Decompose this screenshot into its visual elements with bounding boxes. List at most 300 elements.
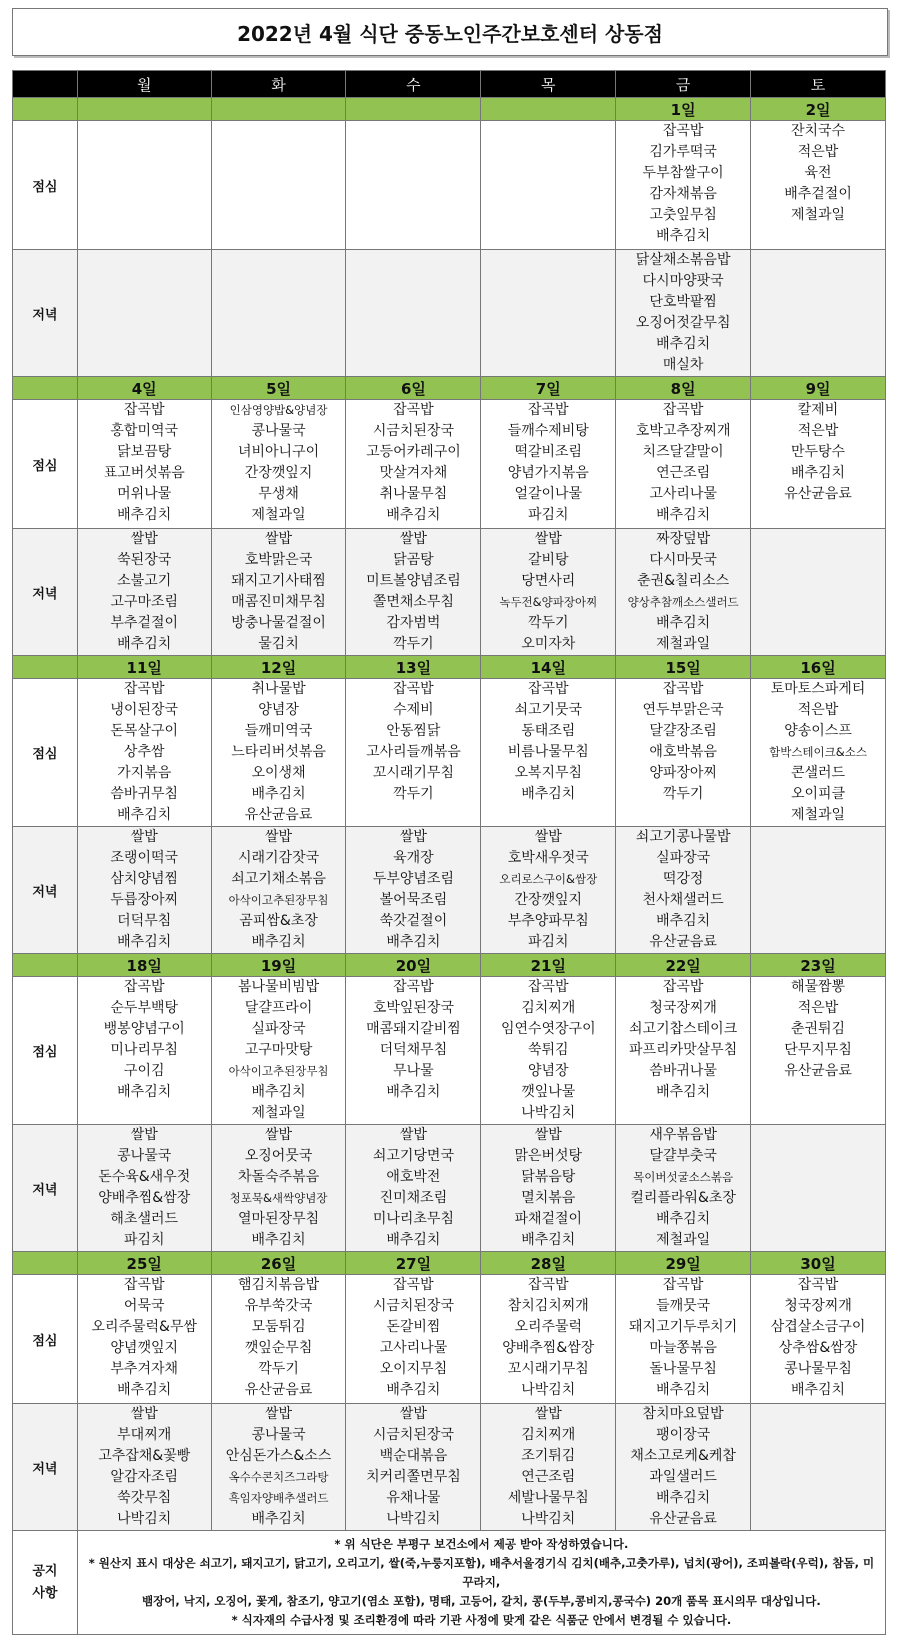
dinner-label: 저녁 [13, 827, 78, 954]
menu-item: 머위나물 [117, 486, 172, 502]
menu-item: 곰피쌈&초장 [239, 913, 318, 929]
dinner-menu-cell [211, 529, 346, 656]
menu-item: 오리주물럭&무쌈 [91, 1319, 198, 1335]
dinner-menu-cell [346, 827, 481, 954]
menu-item: 취나물밥 [251, 681, 306, 697]
dinner-menu-cell [481, 529, 616, 656]
menu-item: 오이피클 [790, 786, 846, 802]
menu-item: 들깨뭇국 [656, 1298, 711, 1314]
date-cell: 28일 [481, 1252, 616, 1275]
lunch-menu-cell [346, 400, 481, 529]
menu-item: 팽이장국 [656, 1427, 711, 1443]
menu-item: 다시마양팟국 [642, 273, 724, 289]
menu-item: 배추김치 [386, 1084, 441, 1100]
menu-item: 콩나물국 [251, 1427, 306, 1443]
menu-item: 제철과일 [790, 207, 846, 223]
menu-item: 적은밥 [797, 702, 839, 718]
dinner-row [13, 250, 886, 377]
lunch-menu-cell [77, 679, 211, 827]
menu-item: 고구마조림 [110, 594, 179, 610]
menu-item: 새우볶음밥 [649, 1127, 717, 1143]
menu-item: 부추양파무침 [507, 913, 589, 929]
menu-item: 순두부백탕 [110, 1000, 179, 1016]
lunch-menu-cell [751, 400, 886, 529]
date-row-label [13, 656, 78, 679]
date-cell: 18일 [77, 954, 211, 977]
menu-item: 씀바귀나물 [649, 1063, 717, 1079]
menu-item: 고사리나물 [379, 1340, 448, 1356]
menu-item: 달걀프라이 [244, 1000, 313, 1016]
menu-item: 매실차 [662, 357, 704, 373]
menu-item: 깻잎순무침 [244, 1340, 313, 1356]
menu-item: 유산균음료 [784, 1063, 852, 1079]
dinner-label: 저녁 [13, 250, 78, 377]
date-cell: 6일 [346, 377, 481, 400]
menu-item: 칼제비 [797, 402, 839, 418]
dinner-menu-cell [616, 827, 751, 954]
menu-item: 제철과일 [656, 1232, 711, 1248]
menu-item: 얼갈이나물 [514, 486, 583, 502]
notice-text [77, 1531, 885, 1635]
menu-item: 만두탕수 [790, 444, 846, 460]
menu-item: 유산균음료 [244, 807, 313, 823]
menu-item: 꼬시래기무침 [507, 1361, 589, 1377]
dinner-menu-cell [346, 1125, 481, 1252]
date-cell: 20일 [346, 954, 481, 977]
menu-item: 상추쌈&쌈장 [778, 1340, 858, 1356]
menu-item: 파김치 [527, 934, 569, 950]
menu-item: 깻잎나물 [521, 1084, 576, 1100]
date-cell: 29일 [616, 1252, 751, 1275]
lunch-menu-cell [751, 1275, 886, 1404]
lunch-label: 점심 [13, 121, 78, 250]
dinner-menu-cell [77, 1125, 211, 1252]
menu-item: 제철과일 [251, 507, 306, 523]
menu-item: 제철과일 [790, 807, 846, 823]
dinner-menu-cell [481, 1125, 616, 1252]
menu-item: 두부참쌀구이 [642, 165, 724, 181]
menu-item: 오이생채 [251, 765, 306, 781]
menu-item: 양파장아찌 [649, 765, 717, 781]
menu-item: 쌀밥 [130, 1406, 158, 1422]
menu-item: 잡곡밥 [393, 1277, 434, 1293]
notice-line: 뱀장어, 낙지, 오징어, 꽃게, 참조기, 양고기(염소 포함), 명태, 고등어, 갈치, 콩(두부,콩비지,콩국수) 20개 품목 표시의무 대상입니다. [142, 1594, 821, 1608]
lunch-row [13, 121, 886, 250]
menu-item: 부추겨자채 [110, 1361, 179, 1377]
menu-item: 해물짬뽕 [790, 979, 846, 995]
menu-item: 목이버섯굴소스볶음 [633, 1170, 734, 1184]
dinner-menu-cell [211, 827, 346, 954]
menu-item: 잡곡밥 [527, 402, 569, 418]
dinner-row [13, 1404, 886, 1531]
menu-item: 잡곡밥 [662, 1277, 704, 1293]
dinner-menu-cell [616, 1404, 751, 1531]
menu-item: 구이김 [123, 1063, 165, 1079]
menu-item: 단무지무침 [784, 1042, 852, 1058]
menu-item: 미나리무침 [110, 1042, 179, 1058]
dinner-menu-cell [751, 529, 886, 656]
menu-item: 간장깻잎지 [244, 465, 313, 481]
menu-item: 참치마요덮밥 [642, 1406, 724, 1422]
menu-item: 물김치 [258, 636, 299, 652]
menu-item: 무나물 [393, 1063, 434, 1079]
menu-item: 애호박전 [386, 1169, 441, 1185]
lunch-label: 점심 [13, 977, 78, 1125]
menu-item: 배추김치 [251, 1511, 306, 1527]
menu-item: 양념장 [258, 702, 299, 718]
menu-item: 간장깻잎지 [514, 892, 583, 908]
menu-item: 가지볶음 [117, 765, 172, 781]
menu-item: 양념깻잎지 [110, 1340, 179, 1356]
date-row-label [13, 98, 78, 121]
menu-item: 쌀밥 [399, 829, 427, 845]
date-row [13, 377, 886, 400]
lunch-menu-cell [616, 679, 751, 827]
menu-item: 깍두기 [393, 786, 434, 802]
menu-item: 더덕무침 [117, 913, 172, 929]
menu-item: 봄나물비빔밥 [237, 979, 320, 995]
dinner-menu-cell [77, 529, 211, 656]
dinner-menu-cell [346, 1404, 481, 1531]
menu-item: 진미채조림 [379, 1190, 448, 1206]
menu-item: 연근조림 [656, 465, 711, 481]
menu-item: 배추김치 [251, 934, 306, 950]
date-cell: 25일 [77, 1252, 211, 1275]
notice-label [13, 1531, 78, 1635]
day-header: 월 [77, 71, 211, 98]
menu-item: 배추김치 [521, 786, 576, 802]
lunch-menu-cell [346, 121, 481, 250]
menu-item: 쌀밥 [399, 1127, 427, 1143]
menu-item: 오리주물럭 [514, 1319, 583, 1335]
menu-item: 배추김치 [386, 1382, 441, 1398]
dinner-menu-cell [751, 827, 886, 954]
menu-item: 콩나물국 [117, 1148, 172, 1164]
lunch-menu-cell [616, 400, 751, 529]
menu-item: 쌀밥 [534, 1127, 562, 1143]
menu-item: 임연수엿장구이 [500, 1021, 596, 1037]
lunch-menu-cell [751, 121, 886, 250]
menu-item: 배추김치 [117, 1084, 172, 1100]
date-cell [346, 98, 481, 121]
notice-label-line: 공지 [32, 1563, 58, 1579]
menu-item: 김치찌개 [521, 1427, 576, 1443]
date-cell [481, 98, 616, 121]
menu-item: 돼지고기사태찜 [231, 573, 326, 589]
menu-item: 유채나물 [386, 1490, 441, 1506]
date-cell [77, 98, 211, 121]
menu-item: 안동찜닭 [386, 723, 441, 739]
menu-item: 배추김치 [656, 615, 711, 631]
notice-line: * 식자재의 수급사정 및 조리환경에 따라 기관 사정에 맞게 같은 식품군 안에서 변경될 수 있습니다. [231, 1613, 732, 1627]
date-cell: 14일 [481, 656, 616, 679]
menu-item: 배추김치 [521, 1232, 576, 1248]
day-header: 토 [751, 71, 886, 98]
menu-item: 방충나물겉절이 [231, 615, 326, 631]
menu-item: 유산균음료 [784, 486, 852, 502]
menu-item: 녹두전&양파장아찌 [499, 595, 598, 609]
date-cell: 7일 [481, 377, 616, 400]
date-cell: 19일 [211, 954, 346, 977]
lunch-row [13, 1275, 886, 1404]
menu-item: 오복지무침 [514, 765, 583, 781]
menu-item: 쌀밥 [265, 531, 293, 547]
menu-item: 매콤돼지갈비찜 [366, 1021, 461, 1037]
menu-item: 청국장찌개 [784, 1298, 852, 1314]
menu-item: 배추김치 [117, 636, 172, 652]
menu-item: 오이지무침 [379, 1361, 448, 1377]
menu-item: 소불고기 [117, 573, 172, 589]
menu-item: 연두부맑은국 [642, 702, 724, 718]
date-cell: 11일 [77, 656, 211, 679]
dinner-row [13, 1125, 886, 1252]
menu-item: 부추겉절이 [110, 615, 179, 631]
menu-item: 쌀밥 [130, 531, 158, 547]
menu-item: 해초샐러드 [110, 1211, 179, 1227]
menu-item: 제철과일 [656, 636, 711, 652]
menu-item: 동태조림 [521, 723, 576, 739]
menu-item: 콩나물무침 [784, 1361, 852, 1377]
menu-item: 오미자차 [521, 636, 576, 652]
lunch-row [13, 400, 886, 529]
menu-item: 배추겉절이 [784, 186, 852, 202]
menu-item: 느타리버섯볶음 [231, 744, 326, 760]
date-cell: 16일 [751, 656, 886, 679]
menu-item: 고구마맛탕 [244, 1042, 313, 1058]
lunch-menu-cell [77, 400, 211, 529]
dinner-menu-cell [481, 827, 616, 954]
menu-item: 조랭이떡국 [110, 850, 179, 866]
menu-item: 떡갈비조림 [514, 444, 583, 460]
menu-item: 미나리초무침 [372, 1211, 454, 1227]
menu-item: 깍두기 [258, 1361, 299, 1377]
dinner-menu-cell [211, 1404, 346, 1531]
menu-item: 홍합미역국 [110, 423, 179, 439]
menu-item: 감자채볶음 [649, 186, 717, 202]
dinner-row [13, 827, 886, 954]
meal-plan-table [12, 70, 886, 1635]
menu-item: 잡곡밥 [123, 1277, 165, 1293]
corner-cell [13, 71, 78, 98]
menu-item: 치커리쫄면무침 [366, 1469, 461, 1485]
date-cell: 26일 [211, 1252, 346, 1275]
lunch-menu-cell [211, 977, 346, 1125]
menu-item: 실파장국 [251, 1021, 306, 1037]
dinner-menu-cell [346, 250, 481, 377]
menu-item: 실파장국 [656, 850, 711, 866]
dinner-label: 저녁 [13, 1404, 78, 1531]
menu-item: 나박김치 [386, 1511, 441, 1527]
menu-item: 오리로스구이&쌈장 [499, 872, 598, 886]
menu-item: 단호박팥찜 [649, 294, 717, 310]
date-row [13, 98, 886, 121]
dinner-menu-cell [616, 250, 751, 377]
menu-item: 닭살채소볶음밥 [635, 252, 731, 268]
dinner-menu-cell [751, 1404, 886, 1531]
menu-item: 짜장덮밥 [656, 531, 711, 547]
menu-item: 녀비아니구이 [237, 444, 320, 460]
menu-item: 컬리플라워&초장 [630, 1190, 736, 1206]
menu-item: 수제비 [393, 702, 434, 718]
menu-item: 치즈달걀말이 [642, 444, 724, 460]
menu-item: 배추김치 [790, 465, 846, 481]
menu-item: 어묵국 [123, 1298, 165, 1314]
date-row [13, 954, 886, 977]
menu-item: 갈비탕 [527, 552, 569, 568]
menu-item: 잡곡밥 [393, 681, 434, 697]
menu-item: 나박김치 [521, 1382, 576, 1398]
menu-item: 뱅봉양념구이 [103, 1021, 185, 1037]
menu-item: 파김치 [527, 507, 569, 523]
date-cell: 22일 [616, 954, 751, 977]
menu-item: 냉이된장국 [110, 702, 179, 718]
notice-row [13, 1531, 886, 1635]
menu-item: 배추김치 [656, 228, 711, 244]
menu-item: 매콤진미채무침 [231, 594, 326, 610]
menu-item: 쌀밥 [399, 531, 427, 547]
menu-item: 두부양념조림 [372, 871, 454, 887]
menu-item: 닭볶음탕 [521, 1169, 576, 1185]
menu-item: 깍두기 [662, 786, 704, 802]
date-cell: 9일 [751, 377, 886, 400]
menu-item: 호박잎된장국 [372, 1000, 454, 1016]
menu-item: 쇠고기뭇국 [514, 702, 583, 718]
menu-item: 배추김치 [251, 786, 306, 802]
menu-item: 더덕채무침 [379, 1042, 448, 1058]
lunch-menu-cell [751, 977, 886, 1125]
menu-item: 알감자조림 [110, 1469, 179, 1485]
menu-item: 파프리카맛살무침 [629, 1042, 738, 1058]
dinner-menu-cell [481, 250, 616, 377]
date-cell: 21일 [481, 954, 616, 977]
date-cell: 4일 [77, 377, 211, 400]
menu-item: 꼬시래기무침 [372, 765, 454, 781]
menu-item: 유산균음료 [649, 934, 717, 950]
menu-item: 들깨미역국 [244, 723, 313, 739]
menu-item: 돈수육&새우젓 [98, 1169, 191, 1185]
menu-item: 쇠고기콩나물밥 [635, 829, 731, 845]
menu-item: 쇠고기찹스테이크 [629, 1021, 738, 1037]
menu-item: 양배추찜&쌈장 [502, 1340, 595, 1356]
menu-item: 인삼영양밥&양념장 [229, 403, 328, 417]
date-cell: 30일 [751, 1252, 886, 1275]
menu-item: 양상추참깨소스샐러드 [627, 595, 739, 609]
menu-item: 쌀밥 [265, 1127, 293, 1143]
menu-item: 감자범벅 [386, 615, 441, 631]
lunch-label: 점심 [13, 679, 78, 827]
dinner-menu-cell [751, 1125, 886, 1252]
menu-item: 쌀밥 [130, 1127, 158, 1143]
menu-item: 배추김치 [117, 1382, 172, 1398]
menu-item: 애호박볶음 [649, 744, 717, 760]
dinner-label: 저녁 [13, 1125, 78, 1252]
menu-item: 잡곡밥 [527, 681, 569, 697]
menu-item: 햄김치볶음밥 [237, 1277, 320, 1293]
menu-item: 배추김치 [386, 1232, 441, 1248]
menu-item: 참치김치찌개 [507, 1298, 589, 1314]
page-title: 2022년 4월 식단 중동노인주간보호센터 상동점 [12, 8, 888, 56]
lunch-menu-cell [77, 977, 211, 1125]
menu-item: 부대찌개 [117, 1427, 172, 1443]
date-cell: 27일 [346, 1252, 481, 1275]
lunch-menu-cell [751, 679, 886, 827]
menu-item: 잡곡밥 [662, 123, 704, 139]
menu-item: 잡곡밥 [393, 402, 434, 418]
date-cell: 1일 [616, 98, 751, 121]
menu-item: 두릅장아찌 [110, 892, 179, 908]
menu-item: 잡곡밥 [662, 402, 704, 418]
menu-item: 유산균음료 [649, 1511, 717, 1527]
menu-item: 안심돈가스&소스 [225, 1448, 332, 1464]
menu-item: 배추김치 [790, 1382, 846, 1398]
date-cell [211, 98, 346, 121]
lunch-menu-cell [616, 121, 751, 250]
menu-item: 김가루떡국 [649, 144, 717, 160]
lunch-row [13, 977, 886, 1125]
menu-item: 콘샐러드 [790, 765, 846, 781]
menu-item: 다시마뭇국 [649, 552, 717, 568]
lunch-menu-cell [77, 121, 211, 250]
menu-item: 양념장 [527, 1063, 569, 1079]
menu-item: 비름나물무침 [507, 744, 589, 760]
menu-item: 아삭이고추된장무침 [228, 893, 329, 907]
dinner-menu-cell [616, 1125, 751, 1252]
day-header: 화 [211, 71, 346, 98]
menu-item: 쑥갓무침 [117, 1490, 172, 1506]
menu-item: 배추김치 [656, 1211, 711, 1227]
menu-item: 춘권&칠리소스 [637, 573, 730, 589]
lunch-menu-cell [481, 400, 616, 529]
menu-item: 잡곡밥 [662, 979, 704, 995]
menu-item: 적은밥 [797, 144, 839, 160]
menu-item: 잡곡밥 [527, 1277, 569, 1293]
menu-item: 깍두기 [527, 615, 569, 631]
day-header: 목 [481, 71, 616, 98]
menu-item: 쌀밥 [130, 829, 158, 845]
menu-item: 잔치국수 [790, 123, 846, 139]
menu-item: 돌나물무침 [649, 1361, 717, 1377]
menu-item: 아삭이고추된장무침 [228, 1064, 329, 1078]
menu-item: 시금치된장국 [372, 1298, 454, 1314]
menu-item: 과일샐러드 [649, 1469, 717, 1485]
lunch-menu-cell [481, 1275, 616, 1404]
lunch-menu-cell [211, 121, 346, 250]
menu-item: 적은밥 [797, 1000, 839, 1016]
menu-item: 배추김치 [117, 807, 172, 823]
menu-item: 청국장찌개 [649, 1000, 717, 1016]
menu-item: 배추김치 [251, 1084, 306, 1100]
menu-item: 닭곰탕 [393, 552, 434, 568]
menu-item: 육전 [804, 165, 832, 181]
menu-item: 들깨수제비탕 [507, 423, 589, 439]
menu-item: 쇠고기채소볶음 [231, 871, 326, 887]
menu-item: 연근조림 [521, 1469, 576, 1485]
menu-item: 쑥튀김 [527, 1042, 569, 1058]
menu-item: 천사채샐러드 [642, 892, 724, 908]
menu-item: 돼지고기두루치기 [629, 1319, 738, 1335]
dinner-label: 저녁 [13, 529, 78, 656]
menu-item: 배추김치 [656, 1084, 711, 1100]
date-row-label [13, 377, 78, 400]
date-cell: 12일 [211, 656, 346, 679]
lunch-menu-cell [616, 1275, 751, 1404]
lunch-menu-cell [346, 977, 481, 1125]
date-row-label [13, 1252, 78, 1275]
menu-item: 김치찌개 [521, 1000, 576, 1016]
menu-item: 흑임자양배추샐러드 [228, 1491, 329, 1505]
menu-item: 볼어묵조림 [379, 892, 448, 908]
menu-item: 쌀밥 [399, 1406, 427, 1422]
